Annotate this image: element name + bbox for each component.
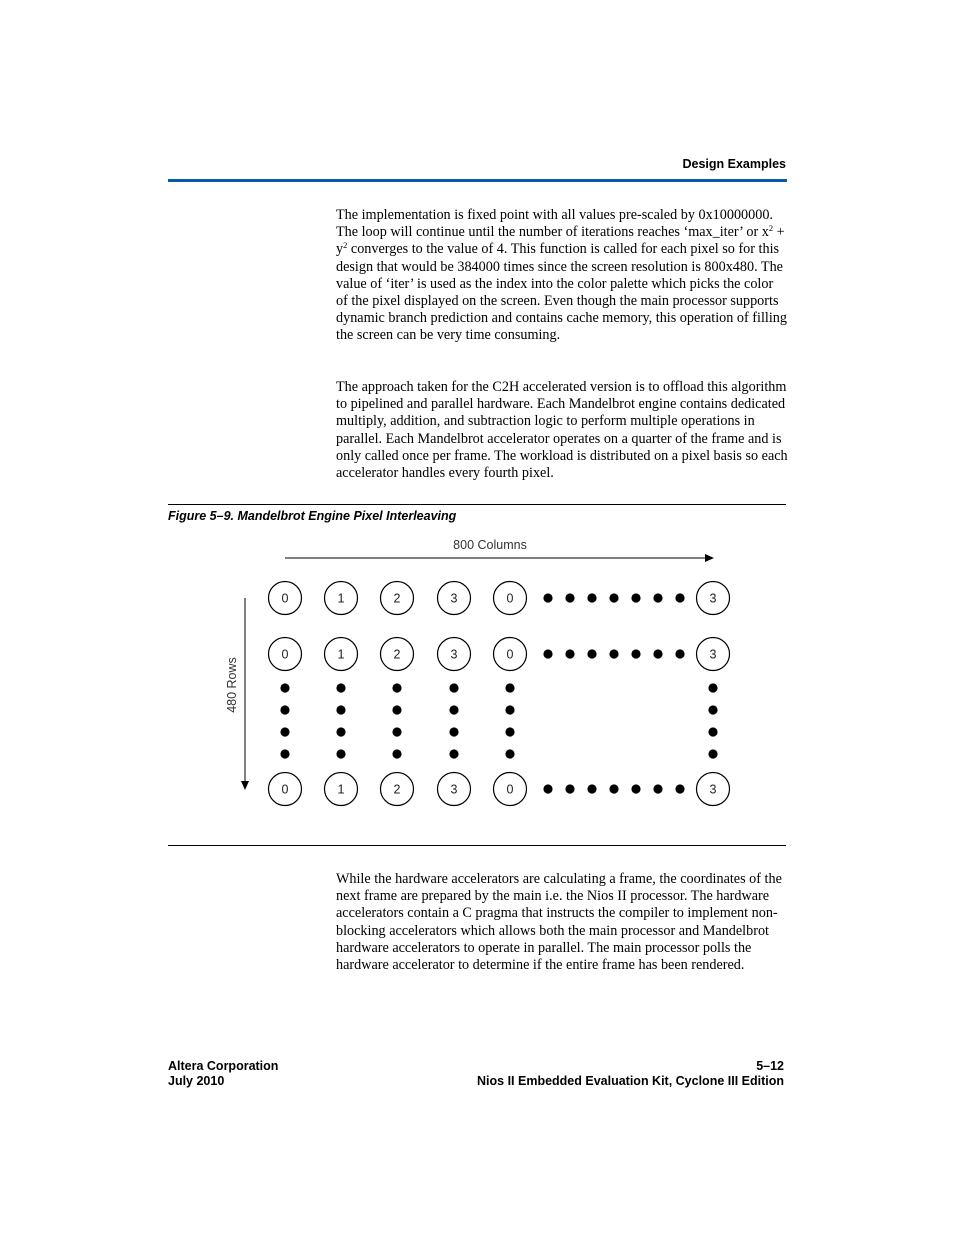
ellipsis-dot [280,705,289,714]
ellipsis-dot [449,705,458,714]
header-rule [168,179,787,182]
paragraph-text: + y [336,224,785,258]
pixel-label: 0 [281,782,289,797]
ellipsis-dot [609,649,618,658]
ellipsis-dot [653,784,662,793]
ellipsis-dot [505,705,514,714]
figure-bottom-rule [168,845,786,846]
ellipsis-dot [336,683,345,692]
ellipsis-dot [653,593,662,602]
pixel-label: 2 [393,782,401,797]
ellipsis-dot [565,593,574,602]
ellipsis-dot [708,683,717,692]
ellipsis-dot [543,649,552,658]
ellipsis-dot [609,593,618,602]
ellipsis-dot [392,683,401,692]
paragraph-c2h-approach: The approach taken for the C2H accelerated version is to offload this algorithm to pipelined and parallel hardware. Each Mandelbrot engine contains dedicated multiply, addition, and subtraction logic to perform multiple operations in parallel. Each Mandelbrot accelerator operates on a quarter of the frame and is only called once per frame. The workload is distributed on a pixel basis so each accelerator handles every fourth pixel. [336,379,788,482]
pixel-label: 2 [393,647,401,662]
superscript: 2 [343,240,348,251]
ellipsis-dot [449,683,458,692]
ellipsis-dot [587,784,596,793]
diagram-svg [210,530,750,830]
pixel-label: 1 [337,782,345,797]
pixel-label: 3 [709,782,717,797]
ellipsis-dot [565,784,574,793]
pixel-interleaving-diagram [210,530,750,830]
ellipsis-dot [336,727,345,736]
ellipsis-dot [631,784,640,793]
pixel-label: 0 [506,782,514,797]
pixel-label: 1 [337,591,345,606]
pixel-label: 0 [506,647,514,662]
ellipsis-dot [609,784,618,793]
header-section-title: Design Examples [682,157,786,171]
pixel-label: 3 [709,647,717,662]
footer-company: Altera Corporation [168,1059,279,1073]
ellipsis-dot [587,649,596,658]
ellipsis-dot [280,727,289,736]
pixel-grid [269,582,730,806]
paragraph-fixed-point [336,207,788,345]
rows-label: 480 Rows [225,657,239,713]
pixel-label: 3 [709,591,717,606]
footer-document-title: Nios II Embedded Evaluation Kit, Cyclone III Edition [477,1074,784,1088]
ellipsis-dot [449,727,458,736]
ellipsis-dot [587,593,596,602]
ellipsis-dot [565,649,574,658]
pixel-label: 2 [393,591,401,606]
ellipsis-dot [392,749,401,758]
pixel-label: 3 [450,782,458,797]
ellipsis-dot [708,705,717,714]
ellipsis-dot [336,705,345,714]
ellipsis-dot [280,749,289,758]
ellipsis-dot [631,593,640,602]
ellipsis-dot [505,749,514,758]
figure-caption: Figure 5–9. Mandelbrot Engine Pixel Interleaving [168,509,457,523]
rows-arrow-head [241,781,249,790]
ellipsis-dot [280,683,289,692]
ellipsis-dot [631,649,640,658]
ellipsis-dot [392,727,401,736]
superscript: 2 [768,223,774,234]
ellipsis-dot [708,749,717,758]
footer-page-number: 5–12 [756,1059,784,1073]
pixel-label: 0 [281,647,289,662]
ellipsis-dot [449,749,458,758]
ellipsis-dot [653,649,662,658]
footer-date: July 2010 [168,1074,225,1088]
ellipsis-dot [543,593,552,602]
ellipsis-dot [505,727,514,736]
paragraph-text: converges to the value of 4. This function is called for each pixel so for this design that would be 384000 times since the screen resolution is 800x480. The value of ‘iter’ is used as the index into the color palette which picks the color of the pixel displayed on the screen. Even though the main processor supports dynamic branch prediction and contains cache memory, this operation of filling the screen can be very time consuming. [336,241,787,344]
ellipsis-dot [675,649,684,658]
ellipsis-dot [708,727,717,736]
paragraph-next-frame: While the hardware accelerators are calculating a frame, the coordinates of the next frame are prepared by the main i.e. the Nios II processor. The hardware accelerators contain a C pragma that instructs the compiler to implement non-blocking accelerators which allows both the main processor and Mandelbrot hardware accelerators to operate in parallel. The main processor polls the hardware accelerator to determine if the entire frame has been rendered. [336,871,782,974]
ellipsis-dot [336,749,345,758]
ellipsis-dot [675,784,684,793]
figure-top-rule [168,504,786,505]
columns-arrow-head [705,554,714,562]
paragraph-text: The implementation is fixed point with all values pre-scaled by 0x10000000. The loop will continue until the number of iterations reaches ‘max_iter’ or x [336,207,773,241]
ellipsis-dot [543,784,552,793]
pixel-label: 0 [506,591,514,606]
columns-label: 800 Columns [453,538,527,552]
ellipsis-dot [675,593,684,602]
ellipsis-dot [392,705,401,714]
ellipsis-dot [505,683,514,692]
pixel-label: 0 [281,591,289,606]
pixel-label: 1 [337,647,345,662]
pixel-label: 3 [450,591,458,606]
pixel-label: 3 [450,647,458,662]
